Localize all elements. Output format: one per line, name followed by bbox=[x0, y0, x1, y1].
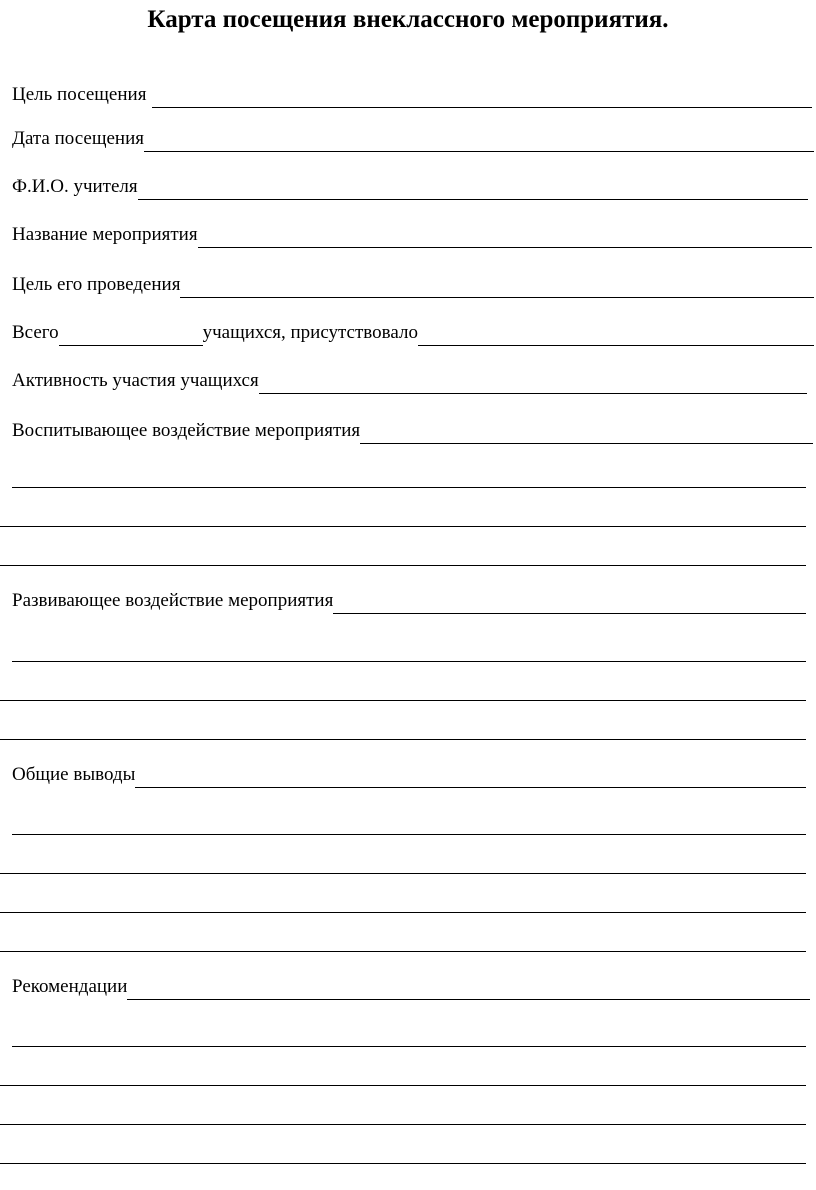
educational-impact-blank[interactable] bbox=[360, 421, 813, 444]
visit-date-label: Дата посещения bbox=[12, 128, 144, 149]
recommendations-blank[interactable] bbox=[127, 977, 810, 1000]
educational-impact-label: Воспитывающее воздействие мероприятия bbox=[12, 420, 361, 441]
developmental-impact-blank[interactable] bbox=[333, 591, 806, 614]
teacher-name-label: Ф.И.О. учителя bbox=[12, 176, 138, 197]
conclusions-line[interactable] bbox=[0, 951, 806, 952]
conclusions-line[interactable] bbox=[12, 834, 806, 835]
event-name-label: Название мероприятия bbox=[12, 224, 198, 245]
field-attendance bbox=[12, 320, 814, 346]
conclusions-line[interactable] bbox=[0, 912, 806, 913]
developmental-impact-line[interactable] bbox=[0, 739, 806, 740]
educational-impact-line[interactable] bbox=[12, 487, 806, 488]
field-conclusions bbox=[12, 762, 806, 788]
field-educational-impact bbox=[12, 418, 813, 444]
activity-label: Активность участия учащихся bbox=[12, 370, 259, 391]
visit-date-blank[interactable] bbox=[144, 129, 814, 152]
event-name-blank[interactable] bbox=[198, 225, 812, 248]
field-developmental-impact bbox=[12, 588, 806, 614]
present-students-blank[interactable] bbox=[418, 323, 814, 346]
visit-goal-blank[interactable] bbox=[152, 85, 812, 108]
field-event-name bbox=[12, 222, 812, 248]
field-recommendations bbox=[12, 974, 810, 1000]
field-visit-date bbox=[12, 126, 814, 152]
recommendations-label: Рекомендации bbox=[12, 976, 128, 997]
total-label: Всего bbox=[12, 322, 59, 343]
event-goal-label: Цель его проведения bbox=[12, 274, 181, 295]
developmental-impact-line[interactable] bbox=[0, 700, 806, 701]
field-event-goal bbox=[12, 272, 814, 298]
recommendations-line[interactable] bbox=[0, 1085, 806, 1086]
conclusions-blank[interactable] bbox=[135, 765, 806, 788]
educational-impact-line[interactable] bbox=[0, 526, 806, 527]
recommendations-line[interactable] bbox=[0, 1124, 806, 1125]
field-teacher-name bbox=[12, 174, 808, 200]
activity-blank[interactable] bbox=[259, 371, 807, 394]
present-label: учащихся, присутствовало bbox=[202, 322, 418, 343]
recommendations-line[interactable] bbox=[0, 1163, 806, 1164]
field-activity bbox=[12, 368, 807, 394]
educational-impact-line[interactable] bbox=[0, 565, 806, 566]
form-title: Карта посещения внеклассного мероприятия. bbox=[147, 6, 669, 33]
recommendations-line[interactable] bbox=[12, 1046, 806, 1047]
teacher-name-blank[interactable] bbox=[138, 177, 808, 200]
developmental-impact-line[interactable] bbox=[12, 661, 806, 662]
total-students-blank[interactable] bbox=[59, 323, 203, 346]
conclusions-label: Общие выводы bbox=[12, 764, 136, 785]
field-visit-goal bbox=[12, 82, 812, 108]
event-goal-blank[interactable] bbox=[180, 275, 814, 298]
conclusions-line[interactable] bbox=[0, 873, 806, 874]
visit-goal-label: Цель посещения bbox=[12, 84, 147, 105]
developmental-impact-label: Развивающее воздействие мероприятия bbox=[12, 590, 334, 611]
